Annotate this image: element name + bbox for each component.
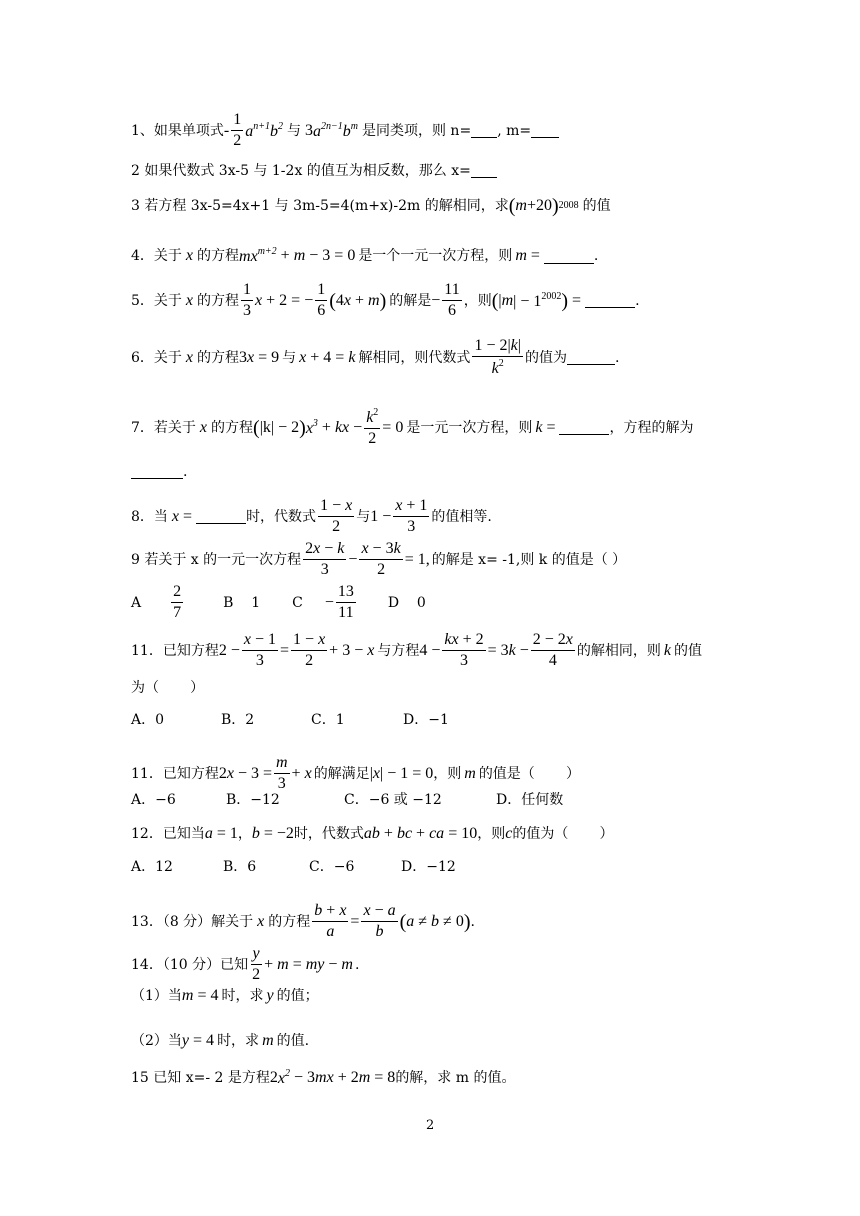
question-9-options: A $\frac{2}{7}$ B 1 C − $\frac{13}{11}$ D 0	[131, 583, 426, 621]
answer-blank[interactable]	[559, 420, 609, 435]
question-7: 7．若关于 x 的方程 ( |k| − 2 ) $x^3$ + kx − $\frac{k^2}{2}$ = 0 是一元一次方程，则 k = ，方程的解为	[131, 407, 694, 447]
answer-blank[interactable]	[544, 249, 594, 264]
question-2: 2 如果代数式 3x-5 与 1-2x 的值互为相反数，那么 x=	[131, 163, 497, 178]
question-15: 15 已知 x=- 2 是方程 2 $x^2$ − 3 mx + 2 m = 8 的解，求 m 的值。	[131, 1068, 516, 1087]
q1-text-a: 1、如果单项式	[131, 122, 224, 139]
question-13: 13．（8 分）解关于 x 的方程 $\frac{b + x}{a}$ = $\frac{x - a}{b}$ ( a ≠ b ≠ 0 ) .	[131, 902, 475, 940]
option-d[interactable]: D．−12	[401, 859, 456, 875]
question-14: 14．（10 分）已知 $\frac{y}{2}$ + m = my − m .	[131, 945, 360, 983]
question-8: 8．当 x = 时，代数式 $\frac{1 - x}{2}$ 与 1 − $\frac{x + 1}{3}$ 的值相等.	[131, 497, 492, 535]
option-b[interactable]: B 1	[223, 594, 261, 611]
option-b[interactable]: B．6	[223, 859, 257, 875]
question-14-part-2: （2）当 y = 4 时，求 m 的值.	[131, 1032, 310, 1049]
question-5: 5．关于 x 的方程 $\frac{1}{3}$ x + 2 = − $\frac{1}{6}$ ( 4 x + m ) 的解是 − $\frac{11}{6}$ ，则 ( | m | − $1^{2002}$ ) = .	[131, 281, 640, 319]
option-a[interactable]: A．0	[131, 712, 165, 728]
question-9: 9 若关于 x 的一元一次方程 $\frac{2x - k}{3}$ − $\frac{x - 3k}{2}$ = 1, 的解是 x= -1,则 k 的值是（ ）	[131, 540, 627, 578]
question-14-part-1: （1）当 m = 4 时，求 y 的值；	[131, 987, 319, 1004]
question-12: 12．已知当 a = 1 ， b = −2 时，代数式 ab + bc + ca = 10 ，则 c 的值为（ ）	[131, 825, 614, 842]
option-d[interactable]: D．−1	[403, 712, 449, 728]
answer-blank[interactable]	[531, 123, 559, 138]
option-a[interactable]: A．12	[131, 859, 173, 875]
option-b[interactable]: B．−12	[226, 792, 280, 808]
option-d[interactable]: D．任何数	[496, 792, 564, 808]
option-c[interactable]: C．−6 或 −12	[344, 792, 442, 808]
answer-blank[interactable]	[471, 163, 497, 178]
answer-blank[interactable]	[471, 123, 497, 138]
question-1: 1、如果单项式 - $\frac{1}{2}$ $a^{n+1}b^2$ 与 3 $a^{2n-1}b^m$ 是同类项，则 n= , m=	[131, 112, 559, 149]
answer-blank[interactable]	[131, 464, 183, 479]
question-12-options	[131, 860, 456, 874]
option-c[interactable]: C	[292, 594, 303, 611]
answer-blank[interactable]	[196, 509, 246, 524]
page-number: 2	[426, 1118, 435, 1133]
question-11b-options	[131, 793, 563, 807]
answer-blank[interactable]	[567, 350, 615, 365]
question-11a-options	[131, 713, 449, 727]
option-a[interactable]: A．−6	[131, 792, 176, 808]
fraction-one-half: $\frac{1}{2}$	[233, 111, 242, 149]
question-11b: 11．已知方程 2 x − 3 = $\frac{m}{3}$ + x 的解满足 | x | − 1 = 0 ，则 m 的值是（ ）	[131, 754, 580, 792]
option-d[interactable]: D 0	[387, 594, 426, 611]
option-c[interactable]: C．−6	[309, 859, 355, 875]
option-a[interactable]: A	[131, 594, 142, 611]
answer-blank[interactable]	[585, 293, 635, 308]
question-6: 6．关于 x 的方程 3 x = 9 与 x + 4 = k 解相同，则代数式 $\frac{1 - 2|k|}{k^2}$ 的值为 .	[131, 337, 620, 377]
question-3: 3 若方程 3x-5=4x+1 与 3m-5=4(m+x)-2m 的解相同，求 ( m +20 ) 2008 的值	[131, 195, 611, 217]
option-b[interactable]: B．2	[221, 712, 255, 728]
question-4: 4．关于 x 的方程 $mx^{m+2}$ + m − 3 = 0 是一个一元一次方程，则 m = .	[131, 246, 599, 265]
question-11a-continued: 为（ ）	[131, 680, 205, 696]
option-c[interactable]: C．1	[311, 712, 345, 728]
question-11a: 11．已知方程 2 − $\frac{x - 1}{3}$ = $\frac{1 - x}{2}$ + 3 − x 与方程 4 − $\frac{kx + 2}{3}$ = 3 k − $\frac{2 - 2x}{4}$ 的解相同，则 k 的值	[131, 631, 703, 669]
question-7-continued: .	[131, 464, 187, 479]
